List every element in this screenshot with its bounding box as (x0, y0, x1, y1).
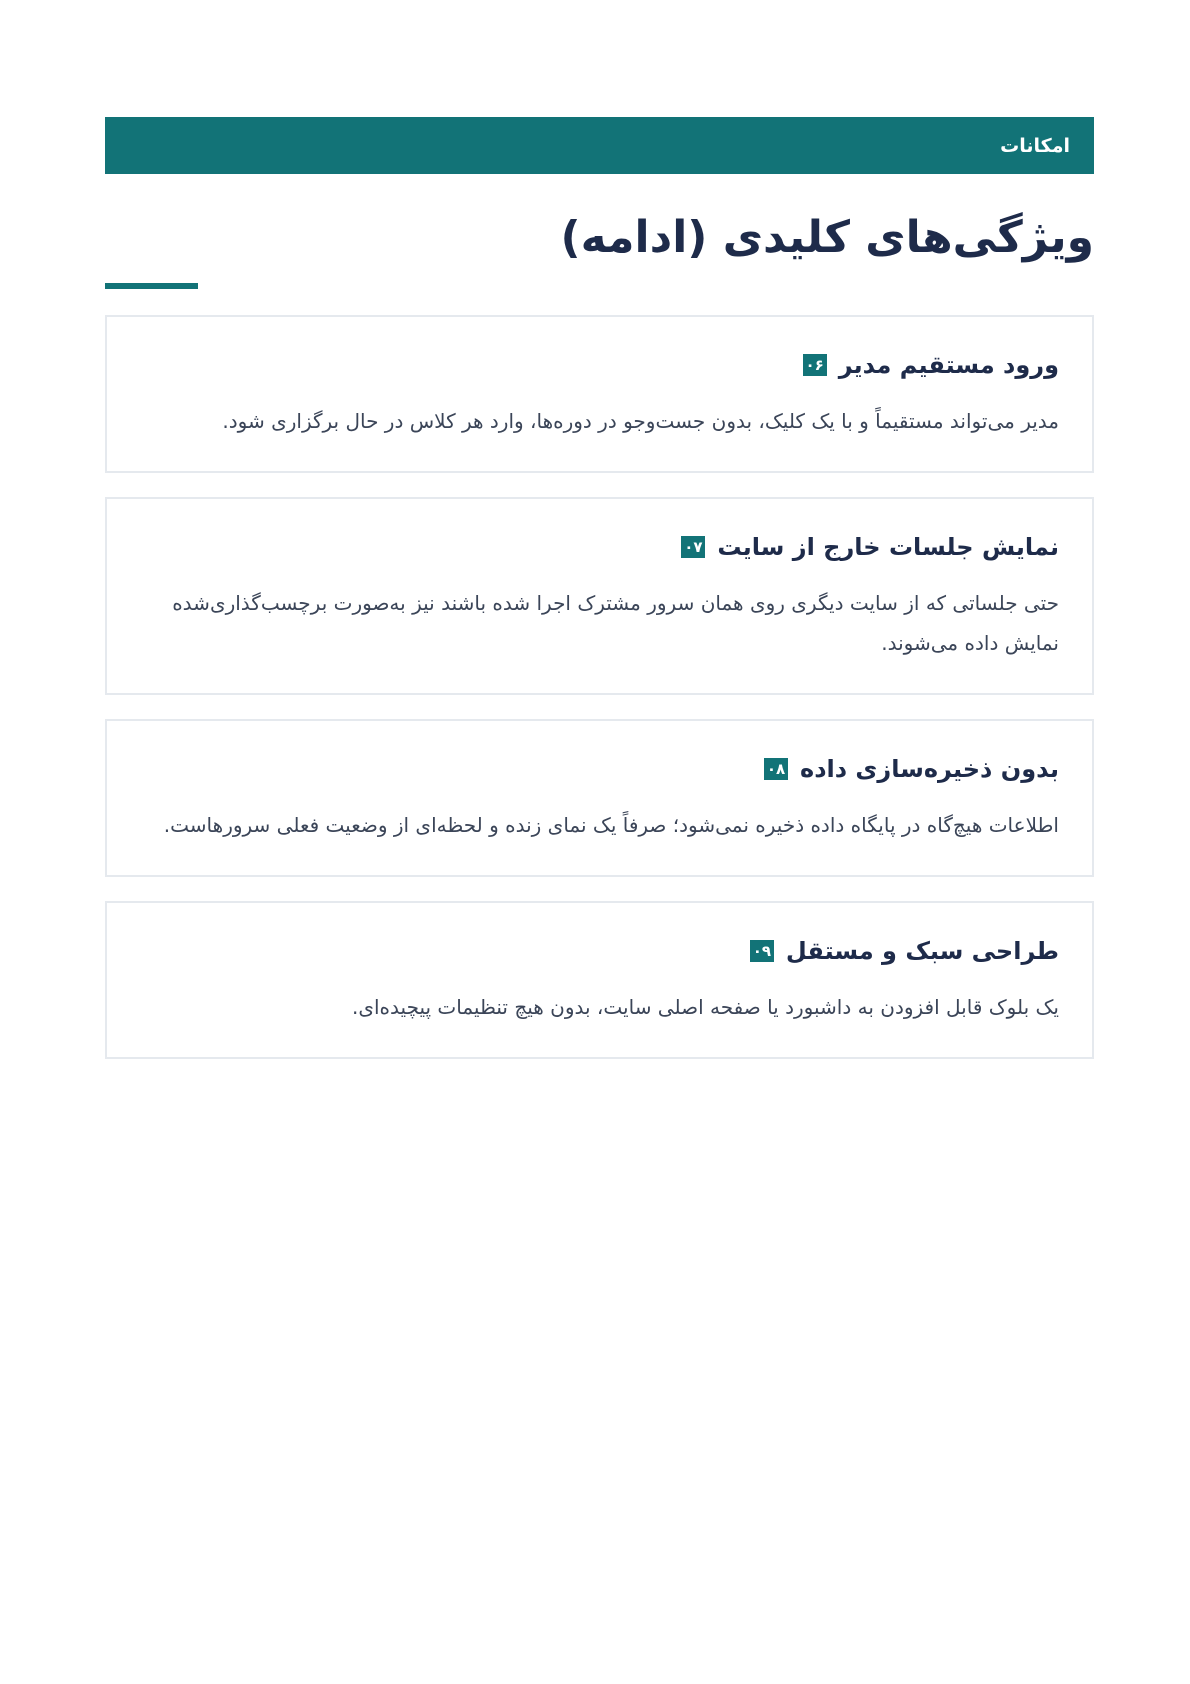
feature-number-badge: ۰۶ (803, 354, 827, 376)
page-title: ویژگی‌های کلیدی (ادامه) (560, 212, 1094, 263)
feature-number-badge: ۰۷ (681, 536, 705, 558)
feature-description: اطلاعات هیچ‌گاه در پایگاه داده ذخیره نمی‌شود؛ صرفاً یک نمای زنده و لحظه‌ای از وضعیت فعلی سرورهاست. (163, 813, 1059, 837)
feature-card (105, 719, 1094, 877)
feature-number-badge: ۰۹ (750, 940, 774, 962)
feature-list (105, 315, 1094, 1059)
feature-card-header (140, 351, 1059, 379)
feature-title: ورود مستقیم مدیر (838, 351, 1059, 379)
feature-title: نمایش جلسات خارج از سایت (717, 533, 1059, 561)
title-underline (105, 283, 198, 289)
feature-card-header (140, 937, 1059, 965)
feature-description: مدیر می‌تواند مستقیماً و با یک کلیک، بدون جست‌وجو در دوره‌ها، وارد هر کلاس در حال برگزاری شود. (222, 409, 1059, 433)
feature-card (105, 901, 1094, 1059)
section-label: امکانات (1000, 134, 1070, 157)
feature-title: بدون ذخیره‌سازی داده (800, 755, 1059, 783)
feature-title: طراحی سبک و مستقل (785, 937, 1059, 965)
feature-card-header (140, 533, 1059, 561)
feature-card (105, 497, 1094, 695)
section-header-bar (105, 117, 1094, 174)
feature-card (105, 315, 1094, 473)
page (105, 117, 1094, 1083)
feature-card-header (140, 755, 1059, 783)
feature-description: حتی جلساتی که از سایت دیگری روی همان سرور مشترک اجرا شده باشند نیز به‌صورت برچسب‌گذاری‌شده نمایش داده می‌شوند. (172, 591, 1059, 655)
feature-description: یک بلوک قابل افزودن به داشبورد یا صفحه اصلی سایت، بدون هیچ تنظیمات پیچیده‌ای. (351, 995, 1059, 1019)
feature-number-badge: ۰۸ (764, 758, 788, 780)
